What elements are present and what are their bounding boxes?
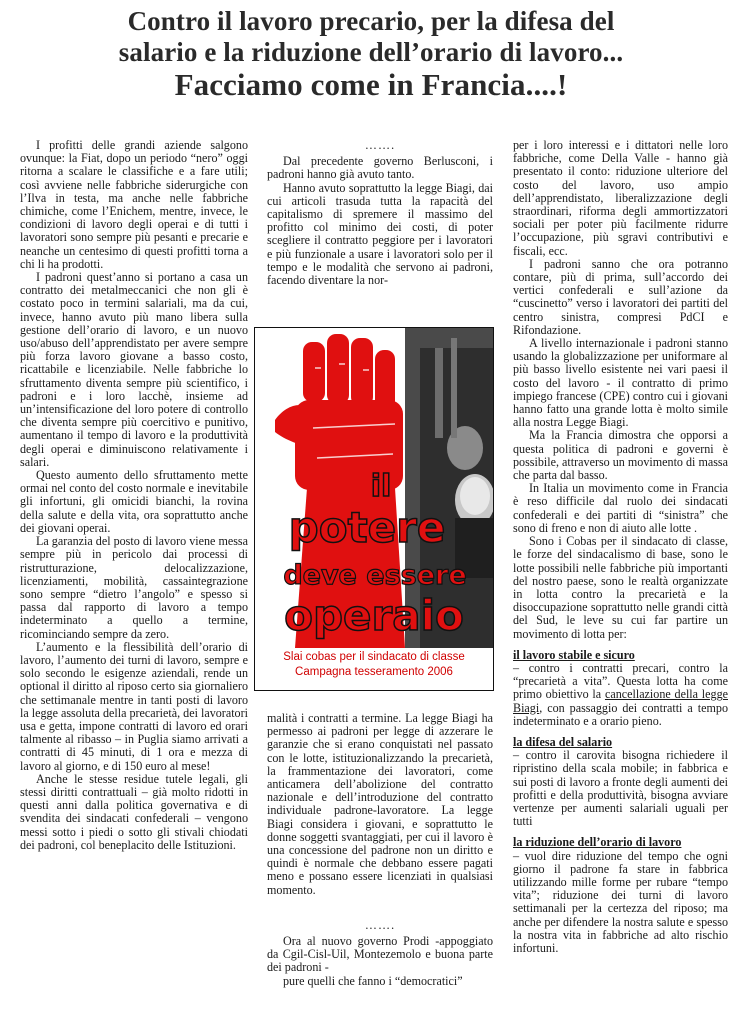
headline-line-1: Contro il lavoro precario, per la difesa del bbox=[127, 6, 615, 36]
middle-column-bottom bbox=[267, 712, 493, 988]
text-span: – contro i contratti precari, contro la “precarietà a vita”. Questa lotta ha come primo obiettivo la bbox=[513, 660, 728, 702]
paragraph: Dal precedente governo Berlusconi, i padroni hanno già avuto tanto. bbox=[267, 154, 493, 182]
separator: ……. bbox=[364, 138, 396, 152]
underlined-link-text: cancellazione della legge Biagi bbox=[513, 687, 728, 715]
poster-slogan-operaio: operaio bbox=[284, 591, 464, 640]
paragraph: Ora al nuovo governo Prodi -appoggiato da Cgil-Cisl-Uil, Montezemolo e buona parte dei padroni - bbox=[267, 934, 493, 975]
poster-image bbox=[254, 327, 494, 691]
section-heading: la difesa del salario bbox=[513, 734, 613, 749]
paragraph: Anche le stesse residue tutele legali, gli stessi diritti contrattuali – già molto ridotti in questi anni dalla politica governativa e di svendita dei sindacati confederali – vengono messi sotto i piedi o sotto gli stivali chiodati dei padroni, col beneplacito delle Istituzioni. bbox=[20, 771, 248, 852]
section-heading: il lavoro stabile e sicuro bbox=[513, 647, 635, 662]
headline-line-2: salario e la riduzione dell’orario di lavoro... bbox=[118, 36, 624, 67]
poster-slogan-il: il bbox=[370, 469, 392, 504]
poster-caption-line-1: Slai cobas per il sindacato di classe bbox=[283, 651, 465, 663]
paragraph: – contro il carovita bisogna richiedere il ripristino della scala mobile; in fabbrica e sui posti di lavoro a fronte degli aumenti dei profitti e della produttività, bisogna avviare vertenze per aumenti salariali uguali per tutti bbox=[513, 748, 728, 829]
paragraph: I profitti delle grandi aziende salgono ovunque: la Fiat, dopo un periodo “nero” oggi ritorna a scalare le classifiche e a fare utili; così avviene nelle fabbriche siderurgiche con l’Ilva in testa, ma anche nelle fabbriche chimiche, come l’Enichem, mentre, invece, le condizioni di lavoro degli operai e di tutti i lavoratori sono sempre più pesanti e precarie e neanche un centesimo di questi profitti torna a chi li ha prodotti. bbox=[20, 138, 248, 271]
poster-slogan-potere: potere bbox=[288, 503, 446, 552]
poster-caption bbox=[255, 650, 493, 680]
text-span: , con passaggio dei contratti a tempo indeterminato e a orario pieno. bbox=[513, 700, 728, 728]
paragraph: per i loro interessi e i dittatori nelle loro fabbriche, come Della Valle - hanno già presentato il conto: riduzione ulteriore del costo del lavoro, uso ampio dell’apprendistato, liberalizzazione degli straordinari, riforma degli ammortizzatori sociali per poter più facilmente ridurre l’occupazione, più sgravi contributivi e fiscali, ecc. bbox=[513, 138, 728, 258]
paragraph: L’aumento e la flessibilità dell’orario di lavoro, l’aumento dei turni di lavoro, sempre e solo secondo le esigenze aziendali, rende un optional il diritto al riposo certo sia giornaliero che settimanale mentre in tanti posti di lavoro la legge assoluta della precarietà, dei lavoratori usa e getta, impone contratti di lavoro ed orari talmente al ribasso – in Puglia siamo arrivati a contratti di 45 minuti, di 1 ora e mezza di lavoro al giorno, e di 150 euro al mese! bbox=[20, 639, 248, 773]
paragraph: A livello internazionale i padroni stanno usando la globalizzazione per uniformare al più basso livello esistente nei vari paesi il costo del lavoro - il contratto di primo impiego francese (CPE) contro cui i giovani hanno fatto una grande lotta è molto simile alla nostra Legge Biagi. bbox=[513, 336, 728, 430]
middle-column-top bbox=[267, 139, 493, 287]
raised-fist-illustration bbox=[255, 328, 493, 648]
paragraph: Hanno avuto soprattutto la legge Biagi, dai cui articoli trasuda tutta la rapacità del capitalismo di spremere il massimo del profitto col minimo dei costi, di poter scegliere il contratto peggiore per i lavoratori e più funzionale a usare i lavoratori solo per il tempo e le modalità che servono ai padroni, facendo diventare la nor- bbox=[267, 180, 493, 288]
paragraph: I padroni sanno che ora potranno contare, più di prima, sull’accordo dei vertici confederali e sull’azione da “cuscinetto” verso i lavoratori dei partiti del centro sinistra, compresi PdCI e Rifondazione. bbox=[513, 256, 728, 337]
paragraph: I padroni quest’anno si portano a casa un contratto dei metalmeccanici che non gli è costato poco in termini salariali, ma da cui, invece, hanno avuto più mano libera sulla gestione dell’orario di lavoro, e un nuovo uso/abuso dell’apprendistato per avere sempre più forza lavoro giovane a basso costo, ricattabile e licenziabile. Nelle fabbriche lo sfruttamento diventa sempre più scientifico, i padroni e i loro lacchè, insieme ad un’intensificazione del loro potere di controllo che diventa sempre più coercitivo e punitivo, aumentano il tempo di lavoro e la produttività degli operai e diminuiscono relativamente i salari. bbox=[20, 270, 248, 469]
paragraph: Questo aumento dello sfruttamento mette ormai nel conto del costo normale e inevitabile gli infortuni, gli omicidi bianchi, la rovina della salute e della vita, ora soprattutto anche dei giovani operai. bbox=[20, 468, 248, 535]
paragraph: Ma la Francia dimostra che opporsi a questa politica di padroni e governi è possibile, attraverso un movimento di massa che parta dal basso. bbox=[513, 428, 728, 483]
paragraph: La garanzia del posto di lavoro viene messa sempre più in pericolo dai processi di ristrutturazione, delocalizzazione, licenziamenti, mobilità, cassaintegrazione sono sempre “dietro l’angolo” e spesso si passa dal rapporto di lavoro a tempo indeterminato a quello a termine, ricominciando sempre da zero. bbox=[20, 534, 248, 641]
paragraph: pure quelli che fanno i “democratici” bbox=[283, 973, 463, 988]
paragraph: – vuol dire riduzione del tempo che ogni giorno il padrone fa stare in fabbrica utilizzando mille forme per rubare “tempo vita”; riduzione dei turni di lavoro settimanali per la certezza del riposo; ma anche per difendere la nostra salute e spesso la nostra vita in fabbriche ad alto rischio infortuni. bbox=[513, 848, 728, 955]
poster-slogan-deve-essere: deve essere bbox=[283, 560, 467, 591]
paragraph: malità i contratti a termine. La legge Biagi ha permesso ai padroni per legge di azzerare le garanzie che si erano conquistati nel passato con le lotte, istituzionalizzando la precarietà, la frammentazione dei lavoratori, come anticamera dell’abolizione del contratto nazionale e dell’introduzione del contratto individuale padrone-lavoratore. La legge Biagi considera i giovani, e soprattutto le donne soggetti svantaggiati, per cui il lavoro è una concessione del padrone non un diritto e quindi è normale che debbano essere pagati meno e possano essere licenziati in qualsiasi momento. bbox=[267, 711, 493, 897]
separator: ……. bbox=[364, 917, 396, 932]
paragraph bbox=[513, 662, 728, 728]
right-column bbox=[513, 139, 728, 955]
left-column bbox=[20, 139, 248, 852]
section-heading: la riduzione dell’orario di lavoro bbox=[513, 835, 682, 850]
paragraph: Sono i Cobas per il sindacato di classe, le forze del sindacalismo di base, sono le lotte possibili nelle fabbriche più importanti del nostro paese, sono le realtà organizzate in lotta contro la precarietà e la disoccupazione soprattutto nelle grandi città del Sud, le leve su cui far partire un movimento di lotta per: bbox=[513, 534, 728, 641]
paragraph: In Italia un movimento come in Francia è reso difficile dal ruolo dei sindacati confederali e dei partiti di “sinistra” che sono di freno e non di aiuto alle lotte . bbox=[513, 481, 728, 535]
poster-caption-line-2: Campagna tesseramento 2006 bbox=[295, 666, 453, 678]
headline bbox=[10, 6, 732, 103]
headline-line-3: Facciamo come in Francia....! bbox=[174, 67, 568, 102]
